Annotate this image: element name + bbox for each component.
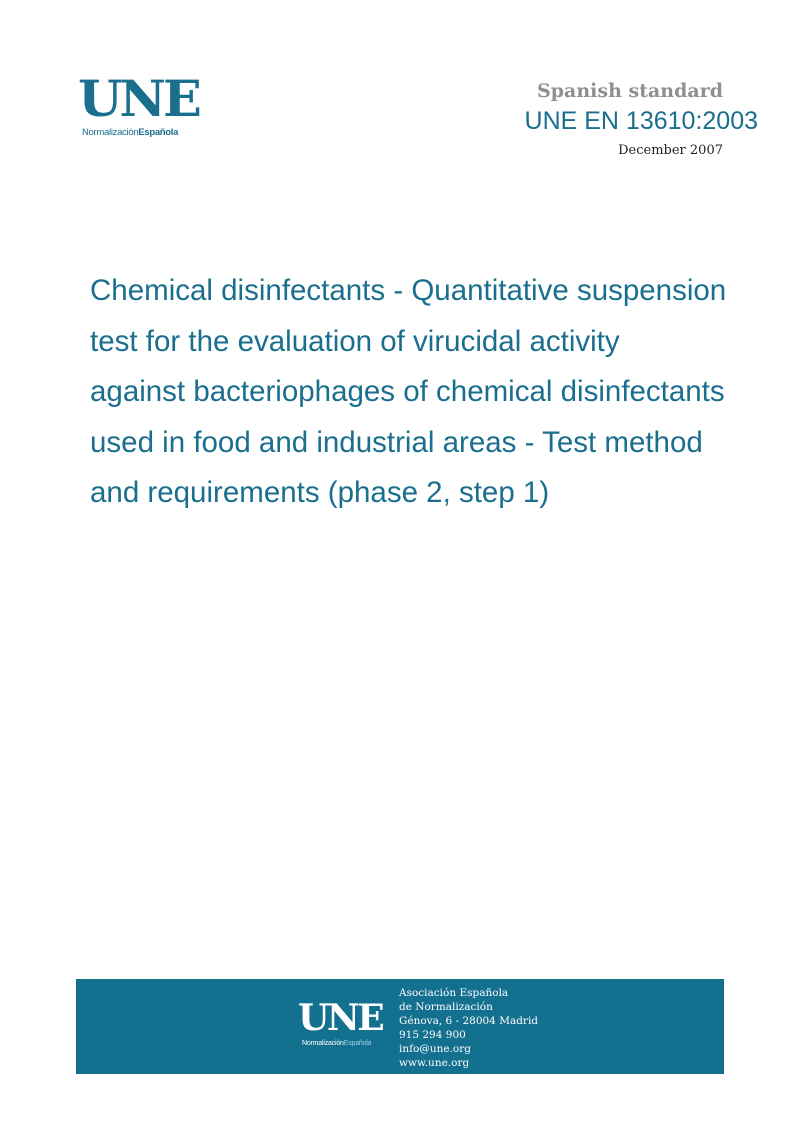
title-line: against bacteriophages of chemical disinfectants bbox=[90, 375, 725, 408]
standard-code: UNE EN 13610:2003 bbox=[524, 107, 758, 135]
logo-subtitle-bold: Española bbox=[138, 127, 179, 138]
logo-subtitle-normal: Normalización bbox=[82, 127, 139, 138]
title-line: test for the evaluation of virucidal activity bbox=[90, 324, 620, 358]
footer-logo-subtitle-soft: Española bbox=[343, 1040, 372, 1047]
title-line: used in food and industrial areas - Test method bbox=[90, 425, 703, 459]
logo-subtitle bbox=[82, 127, 178, 138]
title-line: Chemical disinfectants - Quantitative suspension bbox=[90, 274, 727, 307]
logo-mark: UNE bbox=[78, 69, 199, 128]
street-address: Génova, 6 - 28004 Madrid bbox=[399, 1015, 539, 1027]
website-url: www.une.org bbox=[399, 1057, 470, 1069]
footer-band bbox=[76, 979, 724, 1074]
org-name-line: Asociación Española bbox=[399, 987, 509, 999]
footer-logo-mark: UNE bbox=[298, 997, 383, 1039]
contact-address bbox=[399, 986, 538, 1070]
org-name-line: de Normalización bbox=[399, 1001, 493, 1013]
publication-date: December 2007 bbox=[618, 143, 723, 158]
email-address: info@une.org bbox=[399, 1043, 471, 1055]
une-logo bbox=[78, 69, 199, 142]
footer-logo-subtitle bbox=[302, 1040, 371, 1047]
title-line: and requirements (phase 2, step 1) bbox=[90, 476, 550, 509]
footer-une-logo bbox=[298, 997, 383, 1051]
document-title bbox=[90, 266, 795, 519]
standard-kind: Spanish standard bbox=[537, 80, 723, 102]
footer-logo-subtitle-normal: Normalización bbox=[302, 1040, 344, 1047]
phone-number: 915 294 900 bbox=[399, 1029, 466, 1041]
standard-header bbox=[403, 79, 758, 163]
